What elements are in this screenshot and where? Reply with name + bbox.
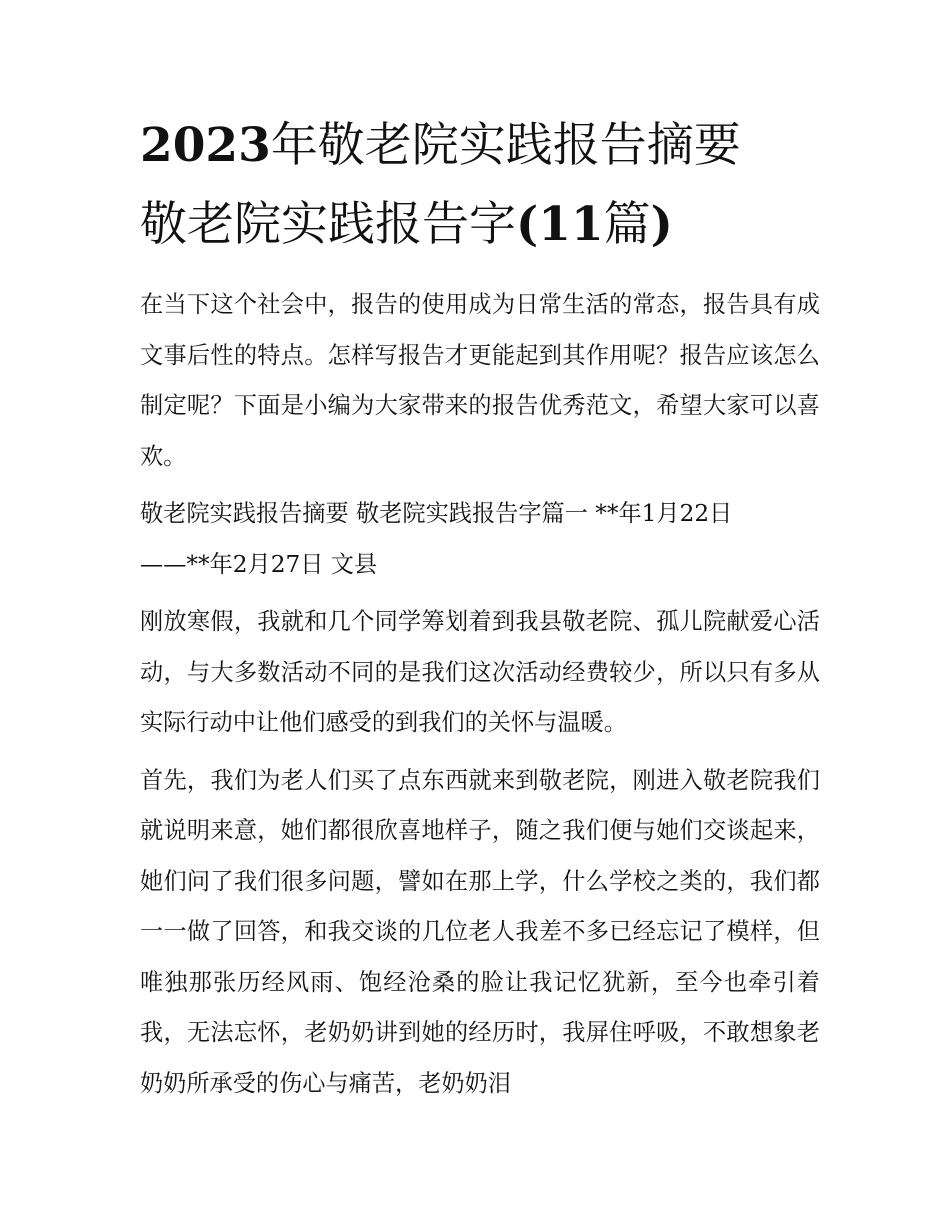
section-heading-line-1: 敬老院实践报告摘要 敬老院实践报告字篇一 **年1月22日 (140, 500, 733, 527)
section-heading-line-2: ——**年2月27日 文县 (140, 550, 378, 578)
document-body (140, 280, 820, 1116)
section-heading (140, 489, 820, 590)
document-title-line-1: 2023年敬老院实践报告摘要 (140, 118, 741, 173)
intro-paragraph: 在当下这个社会中，报告的使用成为日常生活的常态，报告具有成文事后性的特点。怎样写报告才更能起到其作用呢？报告应该怎么制定呢？下面是小编为大家带来的报告优秀范文，希望大家可以喜欢。 (140, 291, 820, 470)
body-paragraph-1: 刚放寒假，我就和几个同学筹划着到我县敬老院、孤儿院献爱心活动，与大多数活动不同的是我们这次活动经费较少，所以只有多从实际行动中让他们感受的到我们的关怀与温暖。 (140, 608, 820, 736)
document-title-line-2: 敬老院实践报告字(11篇) (140, 197, 673, 252)
body-paragraph-2: 首先，我们为老人们买了点东西就来到敬老院，刚进入敬老院我们就说明来意，她们都很欣喜地样子，随之我们便与她们交谈起来，她们问了我们很多问题，譬如在那上学，什么学校之类的，我们都一一做了回答，和我交谈的几位老人我差不多已经忘记了模样，但唯独那张历经风雨、饱经沧桑的脸让我记忆犹新，至今也牵引着我，无法忘怀，老奶奶讲到她的经历时，我屏住呼吸，不敢想象老奶奶所承受的伤心与痛苦，老奶奶泪 (140, 766, 820, 1097)
